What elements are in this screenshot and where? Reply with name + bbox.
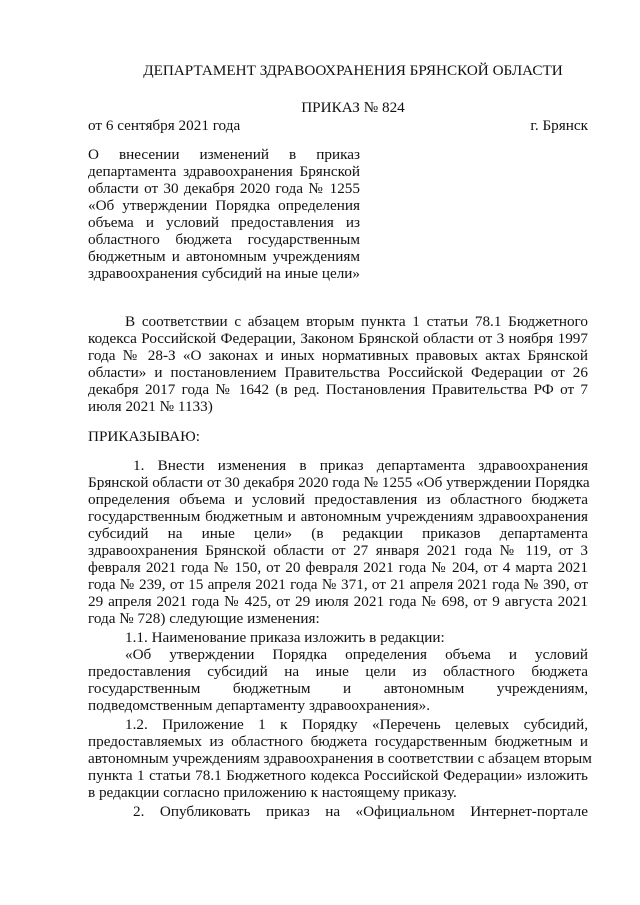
item-1-line: февраля 2021 года № 150, от 20 февраля 2021 года № 204, от 4 марта 2021 <box>88 559 588 576</box>
subject-line: департамента здравоохранения Брянской <box>88 163 360 180</box>
order-title: ПРИКАЗ № 824 <box>301 99 405 116</box>
subject-line: здравоохранения субсидий на иные цели» <box>88 265 360 282</box>
item-1-line: 1. Внести изменения в приказ департамента здравоохранения <box>133 457 588 474</box>
item-2-line: 2. Опубликовать приказ на «Официальном Интернет-портале <box>133 803 588 820</box>
order-date: от 6 сентября 2021 года <box>88 117 241 134</box>
item-1-2-line: автономным учреждениям здравоохранения в соответствии с абзацем вторым <box>88 750 592 767</box>
subject-line: О внесении изменений в приказ <box>88 146 360 163</box>
item-1-line: определения объема и условий предоставления из областного бюджета <box>88 491 588 508</box>
preamble-line: декабря 2017 года № 1642 (в ред. Постановления Правительства РФ от 7 <box>88 381 588 398</box>
preamble-line: области» и постановлением Правительства Российской Федерации от 26 <box>88 364 588 381</box>
subject-line: бюджетным и автономным учреждениям <box>88 248 360 265</box>
item-1-1-quote-line: «Об утверждении Порядка определения объема и условий <box>125 646 588 663</box>
preamble-line: июля 2021 № 1133) <box>88 398 213 415</box>
item-1-line: здравоохранения Брянской области от 27 января 2021 года № 119, от 3 <box>88 542 588 559</box>
preamble-line: года № 28-З «О законах и иных нормативных правовых актах Брянской <box>88 347 588 364</box>
item-1-line: субсидий на иные цели» (в редакции приказов департамента <box>88 525 588 542</box>
subject-line: «Об утверждении Порядка определения <box>88 197 360 214</box>
order-city: г. Брянск <box>530 117 588 134</box>
preamble-line: В соответствии с абзацем вторым пункта 1 статьи 78.1 Бюджетного <box>125 313 588 330</box>
preamble-line: кодекса Российской Федерации, Законом Брянской области от 3 ноября 1997 <box>88 330 588 347</box>
department-heading: ДЕПАРТАМЕНТ ЗДРАВООХРАНЕНИЯ БРЯНСКОЙ ОБЛАСТИ <box>143 62 563 79</box>
item-1-line: государственным бюджетным и автономным учреждениям здравоохранения <box>88 508 588 525</box>
item-1-2-line: в редакции согласно приложению к настоящему приказу. <box>88 784 457 801</box>
subject-line: области от 30 декабря 2020 года № 1255 <box>88 180 360 197</box>
item-1-line: Брянской области от 30 декабря 2020 года № 1255 «Об утверждении Порядка <box>88 474 590 491</box>
item-1-line: года № 239, от 15 апреля 2021 года № 371, от 21 апреля 2021 года № 390, от <box>88 576 588 593</box>
subject-line: областного бюджета государственным <box>88 231 360 248</box>
item-1-2-line: 1.2. Приложение 1 к Порядку «Перечень целевых субсидий, <box>125 716 588 733</box>
item-1-1-quote-line: государственным бюджетным и автономным учреждениям, <box>88 680 588 697</box>
item-1-2-line: предоставляемых из областного бюджета государственным бюджетным и <box>88 733 588 750</box>
item-1-2-line: пункта 1 статьи 78.1 Бюджетного кодекса Российской Федерации» изложить <box>88 767 588 784</box>
decree-word: ПРИКАЗЫВАЮ: <box>88 428 200 445</box>
item-1-1-line: 1.1. Наименование приказа изложить в редакции: <box>125 629 445 646</box>
subject-line: объема и условий предоставления из <box>88 214 360 231</box>
item-1-line: года № 728) следующие изменения: <box>88 610 320 627</box>
item-1-1-quote-line: подведомственным департаменту здравоохранения». <box>88 697 431 714</box>
item-1-line: 29 апреля 2021 года № 425, от 29 июля 2021 года № 698, от 9 августа 2021 <box>88 593 588 610</box>
item-1-1-quote-line: предоставления субсидий на иные цели из областного бюджета <box>88 663 588 680</box>
